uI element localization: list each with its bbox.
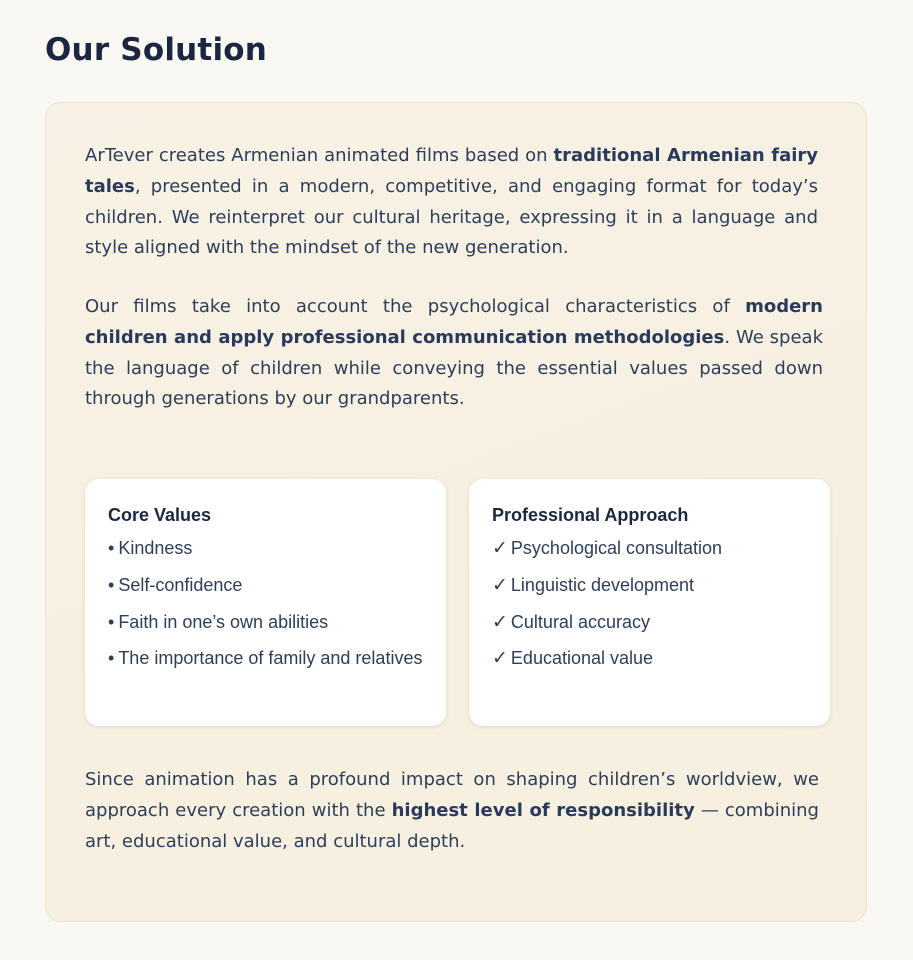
checkmark-icon: ✓ (492, 610, 508, 633)
intro-highlight: traditional Armenian fairy tales (85, 145, 818, 197)
closing-text: Since animation has a profound impact on shaping children’s worldview, we approach every creation with the (85, 769, 819, 821)
list-item-label: The importance of family and relatives (118, 648, 423, 669)
list-item (492, 612, 830, 632)
list-item (108, 612, 446, 632)
professional-approach-title: Professional Approach (492, 505, 689, 525)
list-item-label: Linguistic development (510, 574, 695, 595)
list-item (492, 648, 830, 668)
professional-approach-card (469, 479, 830, 726)
closing-paragraph (85, 765, 819, 857)
list-item-label: Psychological consultation (510, 538, 723, 558)
core-values-card (85, 479, 446, 726)
intro-paragraph-1 (85, 141, 818, 264)
list-item-label: Faith in one’s own abilities (118, 611, 329, 632)
core-values-title: Core Values (108, 505, 212, 525)
intro-text: . We speak the language of children while conveying the essential values passed down through generations by our grandparents. (85, 326, 823, 410)
list-item-label: Cultural accuracy (510, 611, 650, 632)
intro-text: ArTever creates Armenian animated films based on (85, 145, 554, 166)
list-item (108, 538, 446, 558)
solution-panel (45, 102, 867, 922)
checkmark-icon: ✓ (492, 537, 508, 559)
bullet-icon: • (108, 538, 115, 558)
intro-text: , presented in a modern, competitive, and engaging format for today’s children. We reinterpret our cultural heritage, expressing it in a language and style aligned with the mindset of the new generation. (85, 175, 818, 259)
professional-approach-list (492, 538, 830, 668)
list-item (108, 648, 446, 668)
list-item-label: Self-confidence (118, 574, 243, 595)
bullet-icon: • (108, 611, 115, 632)
core-values-list (108, 538, 446, 668)
list-item-label: Educational value (510, 648, 654, 669)
intro-text: Our films take into account the psychological characteristics of (85, 296, 746, 317)
list-item (108, 575, 446, 595)
page-title: Our Solution (45, 32, 268, 68)
closing-highlight: highest level of responsibility (391, 799, 695, 821)
list-item (492, 538, 830, 558)
list-item (492, 575, 830, 595)
checkmark-icon: ✓ (492, 573, 508, 596)
bullet-icon: • (108, 648, 115, 669)
closing-text: — combining art, educational value, and cultural depth. (85, 799, 819, 852)
intro-paragraph-2 (85, 292, 823, 415)
bullet-icon: • (108, 574, 115, 595)
intro-highlight: modern children and apply professional communication methodologies (85, 296, 823, 348)
checkmark-icon: ✓ (492, 647, 508, 670)
list-item-label: Kindness (118, 538, 193, 558)
